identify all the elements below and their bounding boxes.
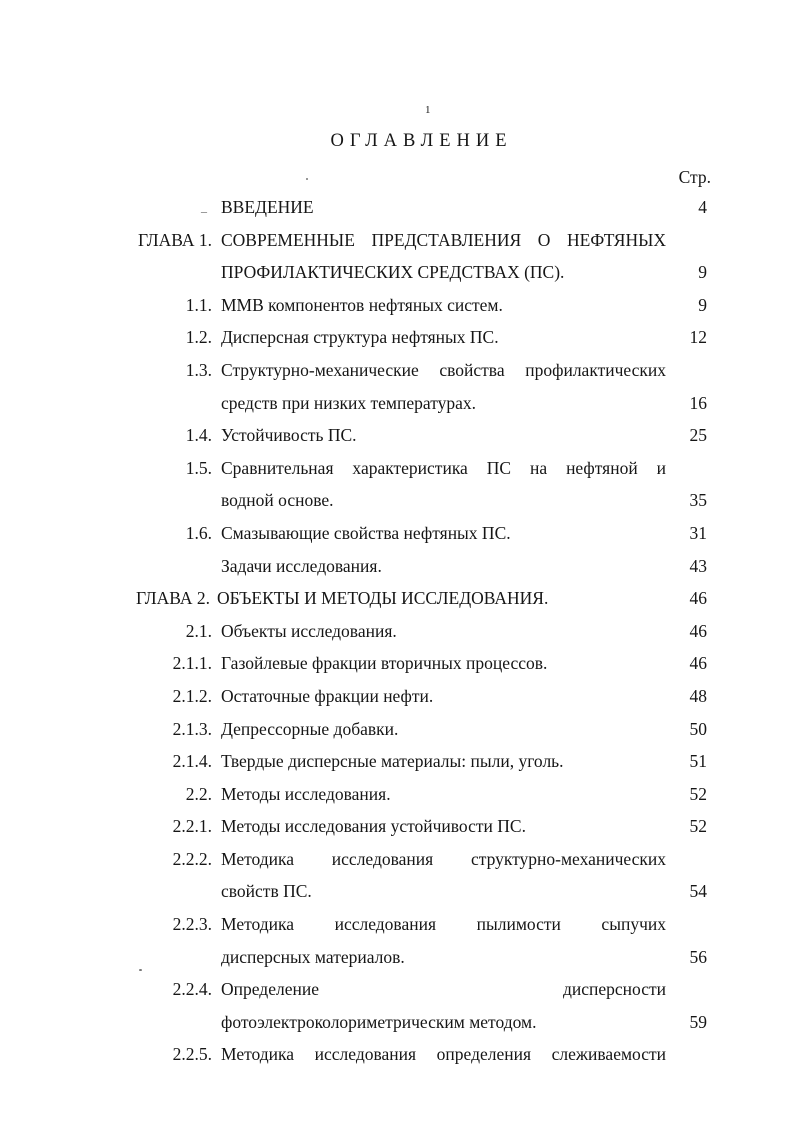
toc-entry-text: Структурно-механические свойства профилактических bbox=[221, 359, 666, 380]
toc-entry bbox=[0, 321, 793, 354]
toc-entry-text: Методика исследования определения слеживаемости bbox=[221, 1044, 666, 1065]
toc-entry-page: 46 bbox=[689, 588, 707, 609]
toc-entry-page: 46 bbox=[689, 653, 707, 674]
toc-entry-page: 35 bbox=[689, 490, 707, 511]
toc-entry-number: 1.5. bbox=[185, 457, 212, 478]
toc-entry bbox=[0, 289, 793, 322]
toc-entry-page: 43 bbox=[689, 555, 707, 576]
toc-entry-number: 2.1. bbox=[185, 620, 212, 641]
toc-entry-text: фотоэлектроколориметрическим методом. bbox=[221, 1011, 537, 1032]
toc-entry-number: 2.2. bbox=[185, 783, 212, 804]
toc-entry bbox=[0, 1038, 793, 1071]
toc-entry bbox=[0, 908, 793, 941]
toc-entry-text: дисперсных материалов. bbox=[221, 946, 405, 967]
toc-entry-text: ВВЕДЕНИЕ bbox=[221, 197, 314, 217]
toc-entry bbox=[0, 452, 793, 485]
toc-entry-page: 4 bbox=[698, 197, 707, 217]
toc-entry-text: Объекты исследования. bbox=[221, 620, 397, 641]
toc-entry-page: 48 bbox=[689, 685, 707, 706]
toc-entry-text: Сравнительная характеристика ПС на нефтяной и bbox=[221, 457, 666, 478]
toc-entry-number: ГЛАВА 2. bbox=[135, 588, 210, 609]
toc-entry-text: Газойлевые фракции вторичных процессов. bbox=[221, 653, 548, 674]
toc-entry-page: 25 bbox=[689, 425, 707, 446]
toc-entry-number: 1.4. bbox=[185, 425, 212, 446]
toc-entry-number: 2.2.5. bbox=[172, 1044, 212, 1065]
toc-entry-page: 59 bbox=[689, 1011, 707, 1032]
toc-entry-number: 2.2.3. bbox=[172, 914, 212, 935]
toc-entry-page: 46 bbox=[689, 620, 707, 641]
toc-entry-number: 1.6. bbox=[185, 522, 212, 543]
page-number: 1 bbox=[425, 104, 431, 116]
toc-entry-page: 52 bbox=[689, 783, 707, 804]
toc-entry bbox=[0, 256, 793, 289]
toc-entry bbox=[0, 419, 793, 452]
toc-entry-page: 9 bbox=[698, 262, 707, 283]
toc-entry-page: 52 bbox=[689, 816, 707, 837]
toc-entry-text: Смазывающие свойства нефтяных ПС. bbox=[221, 522, 511, 543]
toc-entry-page: 54 bbox=[689, 881, 707, 902]
toc-entry-text: свойств ПС. bbox=[221, 881, 312, 902]
toc-entry-number: ГЛАВА 1. bbox=[137, 229, 212, 250]
toc-entry bbox=[0, 810, 793, 843]
toc-entry-page: 9 bbox=[698, 294, 707, 315]
toc-entry-text: ММВ компонентов нефтяных систем. bbox=[221, 294, 503, 315]
toc-entry-text: Твердые дисперсные материалы: пыли, уголь. bbox=[221, 751, 564, 772]
toc-entry-text: Методика исследования структурно-механических bbox=[221, 848, 666, 869]
toc-entry-text: Определение дисперсности bbox=[221, 979, 666, 1000]
toc-entry-text: Дисперсная структура нефтяных ПС. bbox=[221, 327, 499, 348]
toc-entry-text: Устойчивость ПС. bbox=[221, 425, 357, 446]
toc-entry bbox=[0, 973, 793, 1006]
toc-entry-text: Депрессорные добавки. bbox=[221, 718, 399, 739]
toc-entry-text: Остаточные фракции нефти. bbox=[221, 685, 434, 706]
toc-entry-number: 1.2. bbox=[185, 327, 212, 348]
toc-entry bbox=[0, 778, 793, 811]
toc-entry-number: 2.1.3. bbox=[172, 718, 212, 739]
toc-entry-text: средств при низких температурах. bbox=[221, 392, 476, 413]
toc-entry-text: ОБЪЕКТЫ И МЕТОДЫ ИССЛЕДОВАНИЯ. bbox=[217, 588, 549, 609]
toc-entry-page: 16 bbox=[689, 392, 707, 413]
toc-entry bbox=[0, 582, 793, 615]
toc-entry-number: 2.1.2. bbox=[172, 685, 212, 706]
toc-entry-text: Задачи исследования. bbox=[221, 555, 382, 576]
toc-entry-number: 2.2.2. bbox=[172, 848, 212, 869]
toc-entry bbox=[0, 224, 793, 257]
toc-entry bbox=[0, 550, 793, 583]
toc-entry bbox=[0, 191, 793, 224]
toc-entry bbox=[0, 941, 793, 974]
toc-entry-number: 2.1.1. bbox=[172, 653, 212, 674]
page-column-label: Стр. bbox=[678, 167, 711, 187]
toc-entry bbox=[0, 843, 793, 876]
toc-entry bbox=[0, 647, 793, 680]
toc-entry-text: водной основе. bbox=[221, 490, 334, 511]
toc-entry-text: СОВРЕМЕННЫЕ ПРЕДСТАВЛЕНИЯ О НЕФТЯНЫХ bbox=[221, 229, 666, 250]
toc-entry-page: 56 bbox=[689, 946, 707, 967]
toc-entry-number: 1.1. bbox=[185, 294, 212, 315]
toc-entry-text: ПРОФИЛАКТИЧЕСКИХ СРЕДСТВАХ (ПС). bbox=[221, 262, 565, 283]
toc-entry-number: 2.2.4. bbox=[172, 979, 212, 1000]
toc-entry bbox=[0, 484, 793, 517]
toc-entry-number: 2.1.4. bbox=[172, 751, 212, 772]
toc-entry-number: 2.2.1. bbox=[172, 816, 212, 837]
scan-mark: _ bbox=[201, 200, 207, 214]
table-of-contents bbox=[0, 191, 793, 1071]
page-title: ОГЛАВЛЕНИЕ bbox=[330, 131, 513, 151]
toc-entry bbox=[0, 875, 793, 908]
toc-entry-page: 12 bbox=[689, 327, 707, 348]
toc-entry bbox=[0, 745, 793, 778]
scan-speck bbox=[306, 178, 308, 180]
toc-entry-number: 1.3. bbox=[185, 359, 212, 380]
toc-entry-page: 51 bbox=[689, 751, 707, 772]
toc-entry-text: Методика исследования пылимости сыпучих bbox=[221, 914, 666, 935]
toc-entry bbox=[0, 615, 793, 648]
toc-entry-text: Методы исследования устойчивости ПС. bbox=[221, 816, 526, 837]
toc-entry bbox=[0, 713, 793, 746]
toc-entry-page: 31 bbox=[689, 522, 707, 543]
toc-entry bbox=[0, 354, 793, 387]
toc-entry bbox=[0, 517, 793, 550]
toc-entry bbox=[0, 680, 793, 713]
toc-entry bbox=[0, 387, 793, 420]
toc-entry-text: Методы исследования. bbox=[221, 783, 391, 804]
toc-entry bbox=[0, 1006, 793, 1039]
toc-entry-page: 50 bbox=[689, 718, 707, 739]
